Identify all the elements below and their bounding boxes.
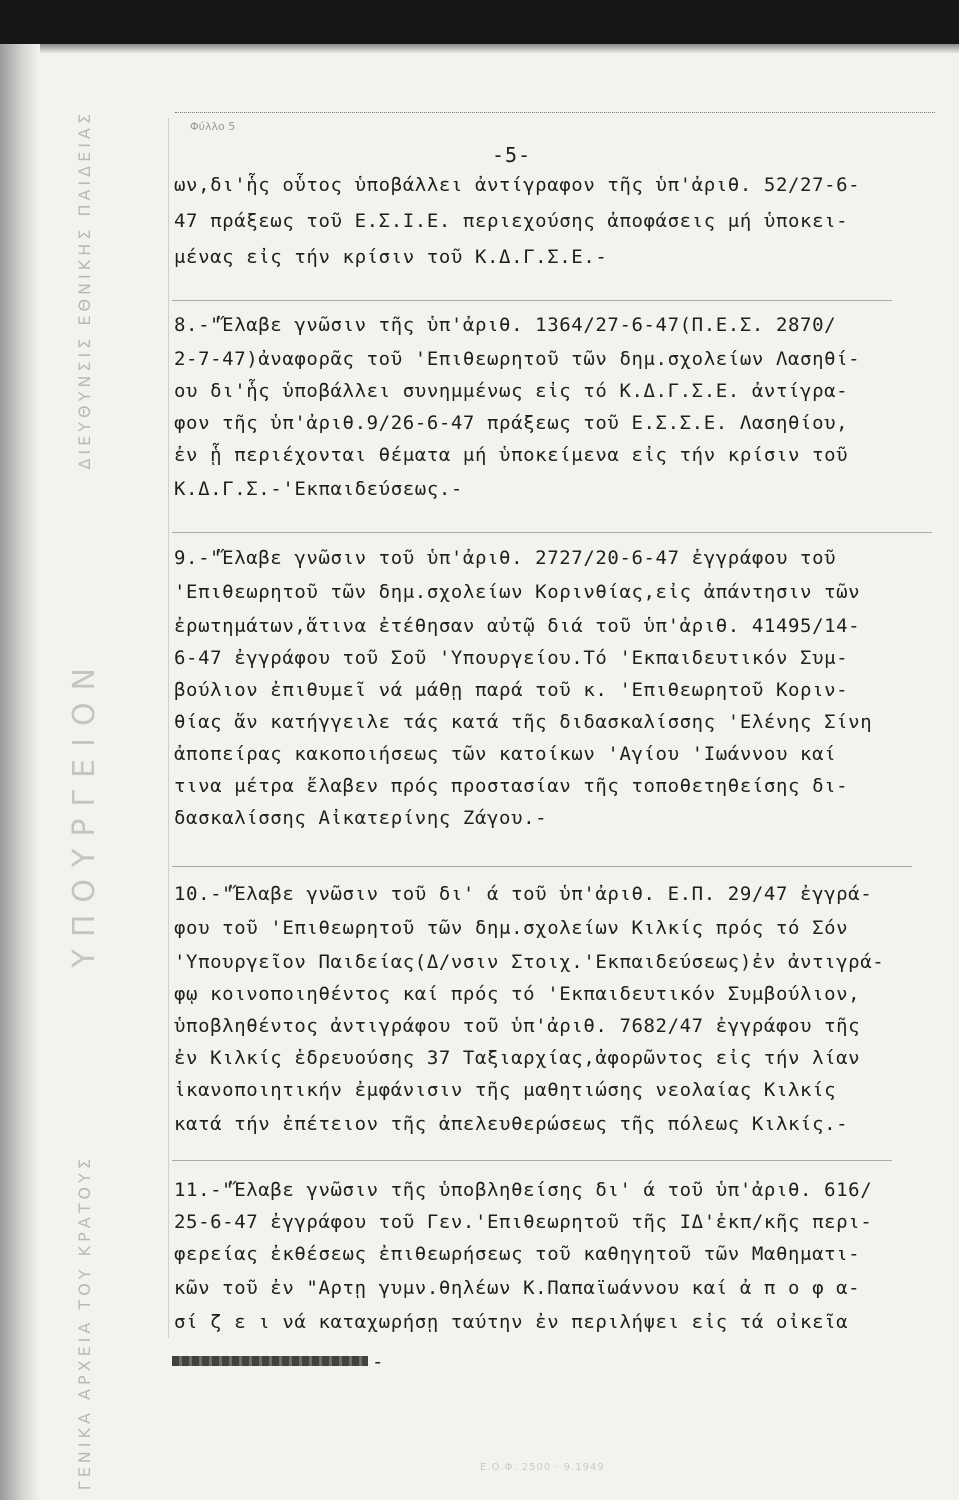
page-margin-rule bbox=[168, 118, 169, 1338]
page-top-edge bbox=[175, 112, 935, 115]
struck-out-word bbox=[172, 1356, 368, 1366]
typed-line: φον τῆς ὑπ'ἀριθ.9/26-6-47 πράξεως τοῦ Ε.Σ.Σ.Ε. Λασηθίου, bbox=[174, 412, 849, 434]
typed-line: Κ.Δ.Γ.Σ.-'Εκπαιδεύσεως.- bbox=[174, 478, 463, 500]
typed-line: ου δι'ἧς ὑποβάλλει συνημμένως εἰς τό Κ.Δ.Γ.Σ.Ε. ἀντίγρα- bbox=[174, 380, 849, 402]
paragraph-divider bbox=[172, 532, 932, 533]
scan-top-shadow bbox=[0, 44, 959, 54]
typed-line: δασκαλίσσης Αἰκατερίνης Ζάγου.- bbox=[174, 807, 548, 829]
typed-line: 47 πράξεως τοῦ Ε.Σ.Ι.Ε. περιεχούσης ἀποφάσεις μή ὑποκει- bbox=[174, 210, 849, 232]
scan-top-border bbox=[0, 0, 959, 44]
archive-stamp-text: ΔΙΕΥΘΥΝΣΙΣ ΕΘΝΙΚΗΣ ΠΑΙΔΕΙΑΣ bbox=[74, 110, 94, 470]
typed-line: φερείας ἐκθέσεως ἐπιθεωρήσεως τοῦ καθηγητοῦ τῶν Μαθηματι- bbox=[174, 1243, 861, 1265]
typed-line: 11.-"Ἔλαβε γνῶσιν τῆς ὑποβληθείσης δι' ά τοῦ ὑπ'ἀριθ. 616/ bbox=[174, 1179, 873, 1201]
archive-stamp-column bbox=[62, 110, 106, 1490]
typed-line: ἀποπείρας κακοποιήσεως τῶν κατοίκων 'Αγίου 'Ιωάννου καί bbox=[174, 743, 837, 765]
paragraph-divider bbox=[172, 866, 912, 867]
typed-line: μένας εἰς τήν κρίσιν τοῦ Κ.Δ.Γ.Σ.Ε.- bbox=[174, 246, 608, 268]
print-imprint: Ε.Ο.Φ. 2500 · 9.1949 bbox=[480, 1462, 605, 1473]
typed-line: κῶν τοῦ ἐν "Αρτῃ γυμν.θηλέων Κ.Παπαϊωάννου καί ἀ π ο φ α- bbox=[174, 1277, 861, 1299]
line-end-dash: - bbox=[372, 1351, 384, 1373]
page-number: -5- bbox=[492, 143, 532, 167]
archive-stamp-text: ΓΕΝΙΚΑ ΑΡΧΕΙΑ ΤΟΥ ΚΡΑΤΟΥΣ bbox=[74, 1154, 94, 1490]
paragraph-divider bbox=[172, 300, 892, 301]
typed-line: ων,δι'ἧς οὗτος ὑποβάλλει ἀντίγραφον τῆς ὑπ'ἀριθ. 52/27-6- bbox=[174, 174, 861, 196]
scan-left-edge bbox=[0, 44, 40, 1500]
typed-line: ἐν ᾗ περιέχονται θέματα μή ὑποκείμενα εἰς τήν κρίσιν τοῦ bbox=[174, 444, 849, 466]
typed-line: 8.-"Ἔλαβε γνῶσιν τῆς ὑπ'ἀριθ. 1364/27-6-47(Π.Ε.Σ. 2870/ bbox=[174, 314, 837, 336]
folio-note: Φύλλο 5 bbox=[190, 120, 236, 133]
typed-line: φῳ κοινοποιηθέντος καί πρός τό 'Εκπαιδευτικόν Συμβούλιον, bbox=[174, 983, 861, 1005]
typed-line: 9.-"Ἔλαβε γνῶσιν τοῦ ὑπ'ἀριθ. 2727/20-6-47 ἐγγράφου τοῦ bbox=[174, 547, 837, 569]
typed-line: ἐρωτημάτων,ἅτινα ἐτέθησαν αὐτῷ διά τοῦ ὑπ'ἀριθ. 41495/14- bbox=[174, 615, 861, 637]
typed-line: 'Υπουργεῖον Παιδείας(Δ/νσιν Στοιχ.'Εκπαιδεύσεως)ἐν ἀντιγρά- bbox=[174, 951, 885, 973]
typed-line: ἱκανοποιητικήν ἐμφάνισιν τῆς μαθητιώσης νεολαίας Κιλκίς bbox=[174, 1079, 837, 1101]
paragraph-divider bbox=[172, 1160, 892, 1161]
typed-line: ἐν Κιλκίς ἑδρευούσης 37 Ταξιαρχίας,ἀφορῶντος εἰς τήν λίαν bbox=[174, 1047, 861, 1069]
typed-line: 2-7-47)ἀναφορᾶς τοῦ 'Επιθεωρητοῦ τῶν δημ.σχολείων Λασηθί- bbox=[174, 348, 861, 370]
typed-line: 10.-"Ἔλαβε γνῶσιν τοῦ δι' ά τοῦ ὑπ'ἀριθ. Ε.Π. 29/47 ἐγγρά- bbox=[174, 883, 873, 905]
typed-line: ὑποβληθέντος ἀντιγράφου τοῦ ὑπ'ἀριθ. 7682/47 ἐγγράφου τῆς bbox=[174, 1015, 861, 1037]
typed-line: τινα μέτρα ἔλαβεν πρός προστασίαν τῆς τοποθετηθείσης δι- bbox=[174, 775, 849, 797]
typed-line: θίας ἄν κατήγγειλε τάς κατά τῆς διδασκαλίσσης 'Ελένης Σίνη bbox=[174, 711, 873, 733]
typed-line: 25-6-47 ἐγγράφου τοῦ Γεν.'Επιθεωρητοῦ τῆς ΙΔ'ἐκπ/κῆς περι- bbox=[174, 1211, 873, 1233]
archive-stamp-title: ΥΠΟΥΡΓΕΙΟΝ bbox=[66, 656, 102, 968]
typed-line: σί ζ ε ι νά καταχωρήσῃ ταύτην ἐν περιλήψει εἰς τά οἰκεῖα bbox=[174, 1311, 849, 1333]
typed-line: βούλιον ἐπιθυμεῖ νά μάθῃ παρά τοῦ κ. 'Επιθεωρητοῦ Κοριν- bbox=[174, 679, 849, 701]
typed-line: φου τοῦ 'Επιθεωρητοῦ τῶν δημ.σχολείων Κιλκίς πρός τό Σόν bbox=[174, 917, 849, 939]
typed-line: 'Επιθεωρητοῦ τῶν δημ.σχολείων Κορινθίας,εἰς ἀπάντησιν τῶν bbox=[174, 581, 861, 603]
typed-line: 6-47 ἐγγράφου τοῦ Σοῦ 'Υπουργείου.Τό 'Εκπαιδευτικόν Συμ- bbox=[174, 647, 849, 669]
typed-line: κατά τήν ἐπέτειον τῆς ἀπελευθερώσεως τῆς πόλεως Κιλκίς.- bbox=[174, 1113, 849, 1135]
